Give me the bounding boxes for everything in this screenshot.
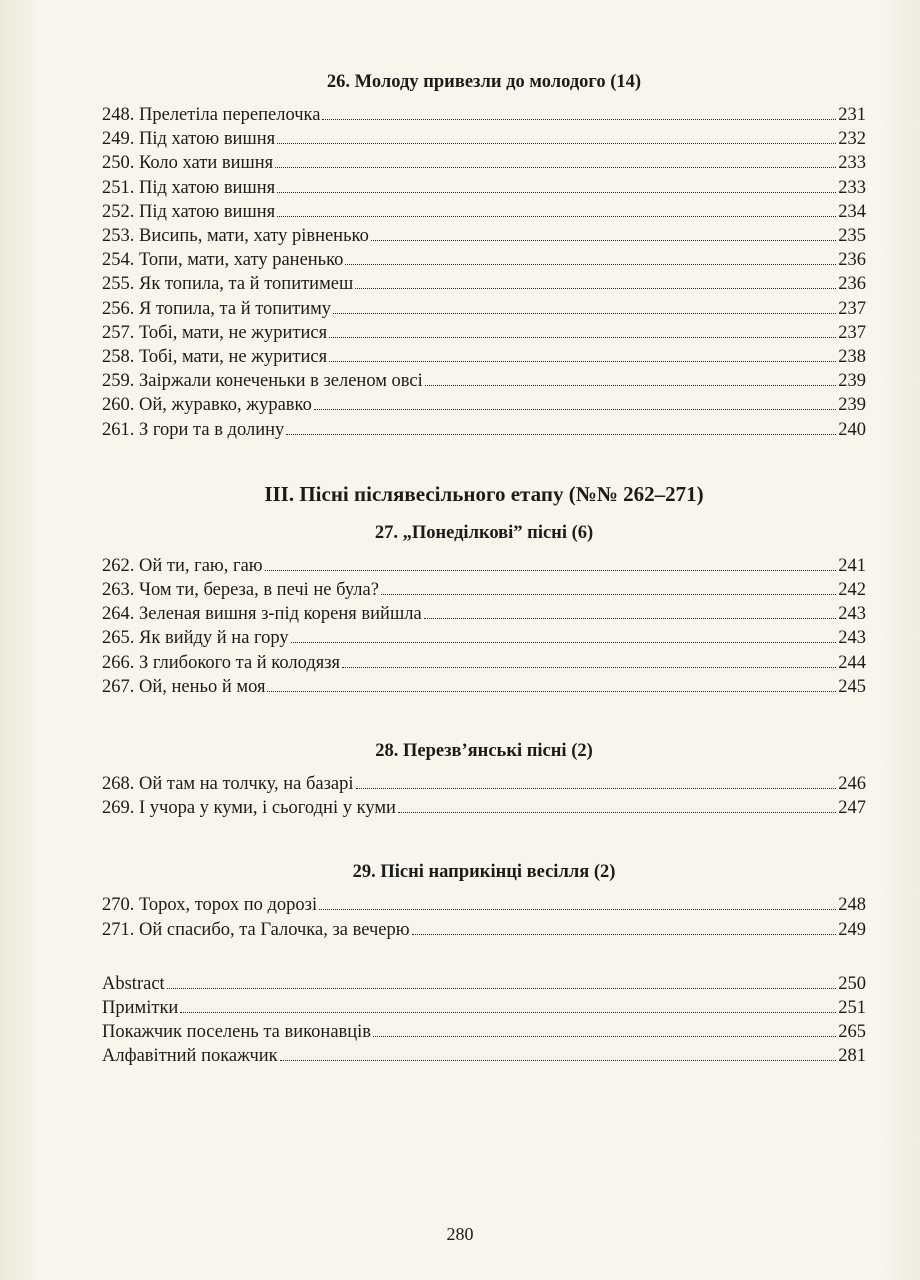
toc-entry-text xyxy=(102,554,263,578)
toc-entry-alphabetical-index xyxy=(102,1044,866,1068)
dot-leader xyxy=(333,313,836,314)
dot-leader xyxy=(329,337,836,338)
toc-entry-page: 236 xyxy=(838,250,866,271)
section-title-26: 26. Молоду привезли до молодого (14) xyxy=(326,72,642,92)
dot-leader xyxy=(314,409,836,410)
page-number: 280 xyxy=(446,1224,474,1244)
toc-entry-abstract xyxy=(102,972,866,996)
toc-entry xyxy=(102,272,866,296)
toc-entry-title: Зеленая вишня з-під кореня вийшла xyxy=(139,604,422,625)
toc-entry-title: Висипь, мати, хату рівненько xyxy=(139,226,369,247)
toc-entry-number: 255. xyxy=(102,274,135,295)
toc-entry-number: 259. xyxy=(102,371,135,392)
toc-entry xyxy=(102,321,866,345)
toc-entry-text xyxy=(102,127,275,151)
toc-entry-text xyxy=(102,393,312,417)
toc-entry-page: 233 xyxy=(838,177,866,198)
toc-entry-page: 238 xyxy=(838,347,866,368)
dot-leader xyxy=(280,1060,837,1061)
toc-entry-title: Як топила, та й топитимеш xyxy=(139,274,354,295)
toc-entry-page: 243 xyxy=(838,604,866,625)
toc-entry-title: Ой спасибо, та Галочка, за вечерю xyxy=(139,919,410,940)
toc-entry xyxy=(102,224,866,248)
toc-entry xyxy=(102,602,866,626)
toc-entry-number: 258. xyxy=(102,347,135,368)
toc-entry-text xyxy=(102,103,320,127)
toc-list-28 xyxy=(102,772,866,820)
toc-entry-number: 253. xyxy=(102,226,135,247)
toc-entry-page: 245 xyxy=(838,676,866,697)
dot-leader xyxy=(277,143,836,144)
toc-list-26 xyxy=(102,103,866,442)
toc-entry-title: Як вийду й на гору xyxy=(139,628,289,649)
toc-entry-number: 271. xyxy=(102,919,135,940)
toc-entry-page: 248 xyxy=(838,895,866,916)
toc-entry-text xyxy=(102,602,422,626)
toc-entry-title: Під хатою вишня xyxy=(139,177,276,198)
dot-leader xyxy=(167,988,837,989)
spacer xyxy=(102,699,866,739)
toc-entry-number: 270. xyxy=(102,895,135,916)
dot-leader xyxy=(398,812,836,813)
toc-entry-page: 242 xyxy=(838,580,866,601)
toc-entry-number: 261. xyxy=(102,419,135,440)
dot-leader xyxy=(275,167,836,168)
toc-entry-title: З гори та в долину xyxy=(139,419,285,440)
toc-entry xyxy=(102,651,866,675)
toc-entry-text xyxy=(102,151,273,175)
toc-entry-notes xyxy=(102,996,866,1020)
toc-entry-title: Тобі, мати, не журитися xyxy=(139,347,328,368)
dot-leader xyxy=(277,192,836,193)
dot-leader xyxy=(373,1036,836,1037)
toc-entry-title: Коло хати вишня xyxy=(139,153,274,174)
toc-entry-page: 233 xyxy=(838,153,866,174)
toc-entry-text xyxy=(102,626,289,650)
toc-entry xyxy=(102,369,866,393)
toc-entry xyxy=(102,918,866,942)
dot-leader xyxy=(329,361,836,362)
toc-list-29 xyxy=(102,893,866,941)
toc-entry-number: 248. xyxy=(102,105,135,125)
toc-entry xyxy=(102,200,866,224)
toc-entry-text xyxy=(102,772,354,796)
toc-entry-page: 243 xyxy=(838,628,866,649)
toc-entry-title: Покажчик поселень та виконавців xyxy=(102,1022,372,1043)
toc-entry xyxy=(102,796,866,820)
toc-entry xyxy=(102,103,866,127)
dot-leader xyxy=(356,788,837,789)
table-of-contents xyxy=(102,70,866,1069)
toc-list-back-matter xyxy=(102,972,866,1069)
dot-leader xyxy=(286,434,836,435)
toc-entry-settlements-index xyxy=(102,1020,866,1044)
toc-entry-number: 250. xyxy=(102,153,135,174)
dot-leader xyxy=(277,216,836,217)
toc-entry-page: 232 xyxy=(838,129,866,150)
toc-entry-number: 260. xyxy=(102,395,135,416)
toc-entry xyxy=(102,772,866,796)
toc-entry-title: І учора у куми, і сьогодні у куми xyxy=(139,798,396,819)
toc-entry xyxy=(102,393,866,417)
toc-entry xyxy=(102,893,866,917)
toc-entry-title: Ой там на толчку, на базарі xyxy=(139,774,354,795)
section-title-28: 28. Перезв’янські пісні (2) xyxy=(375,741,593,762)
dot-leader xyxy=(267,691,836,692)
toc-entry-text xyxy=(102,345,327,369)
toc-entry-text xyxy=(102,918,410,942)
toc-entry-title: Тобі, мати, не журитися xyxy=(139,322,328,343)
toc-entry xyxy=(102,297,866,321)
toc-entry-page: 246 xyxy=(838,774,866,795)
toc-entry-page: 265 xyxy=(838,1022,866,1043)
toc-list-27 xyxy=(102,554,866,699)
dot-leader xyxy=(180,1012,836,1013)
toc-entry-text xyxy=(102,176,275,200)
toc-entry-number: 254. xyxy=(102,250,135,271)
toc-entry-number: 257. xyxy=(102,322,135,343)
toc-entry xyxy=(102,418,866,442)
toc-entry xyxy=(102,554,866,578)
dot-leader xyxy=(291,642,837,643)
spacer xyxy=(102,942,866,972)
toc-entry-page: 239 xyxy=(838,395,866,416)
toc-entry-title: Заіржали конеченьки в зеленом овсі xyxy=(139,371,423,392)
toc-entry-text xyxy=(102,675,265,699)
dot-leader xyxy=(265,570,837,571)
toc-entry xyxy=(102,675,866,699)
toc-entry-title: З глибокого та й колодязя xyxy=(139,652,341,673)
dot-leader xyxy=(342,667,836,668)
toc-entry-title: Примітки xyxy=(102,998,179,1019)
toc-entry-number: 263. xyxy=(102,580,135,601)
toc-entry-number: 267. xyxy=(102,676,135,697)
toc-entry-number: 269. xyxy=(102,798,135,819)
toc-entry xyxy=(102,345,866,369)
toc-entry-title: Під хатою вишня xyxy=(139,129,276,150)
toc-entry-page: 236 xyxy=(838,274,866,295)
toc-entry-page: 231 xyxy=(838,105,866,125)
toc-entry-text xyxy=(102,893,317,917)
toc-entry xyxy=(102,578,866,602)
toc-entry-title: Ой ти, гаю, гаю xyxy=(139,555,263,576)
toc-entry-title: Abstract xyxy=(102,973,165,994)
toc-entry xyxy=(102,626,866,650)
toc-entry-page: 237 xyxy=(838,322,866,343)
toc-entry-title: Чом ти, береза, в печі не була? xyxy=(139,580,379,601)
toc-entry-number: 268. xyxy=(102,774,135,795)
toc-entry-number: 262. xyxy=(102,555,135,576)
toc-entry xyxy=(102,176,866,200)
toc-entry-title: Прелетіла перепелочка xyxy=(139,105,321,125)
dot-leader xyxy=(381,594,836,595)
toc-entry-number: 251. xyxy=(102,177,135,198)
toc-entry-text xyxy=(102,224,369,248)
toc-entry-page: 234 xyxy=(838,201,866,222)
section-title-29: 29. Пісні наприкінці весілля (2) xyxy=(352,862,616,883)
dot-leader xyxy=(371,240,836,241)
toc-entry-text xyxy=(102,272,353,296)
toc-entry-text xyxy=(102,369,423,393)
spacer xyxy=(102,442,866,480)
part-title: ІІІ. Пісні післявесільного етапу (№№ 262–271) xyxy=(264,481,704,506)
toc-entry-page: 250 xyxy=(838,973,866,994)
toc-entry-page: 247 xyxy=(838,798,866,819)
toc-entry-page: 239 xyxy=(838,371,866,392)
toc-entry xyxy=(102,151,866,175)
dot-leader xyxy=(425,385,836,386)
toc-entry-number: 265. xyxy=(102,628,135,649)
dot-leader xyxy=(319,909,836,910)
toc-entry-title: Я топила, та й топитиму xyxy=(139,298,332,319)
toc-entry-title: Ой, журавко, журавко xyxy=(139,395,312,416)
dot-leader xyxy=(322,119,836,120)
toc-entry-text xyxy=(102,578,379,602)
toc-entry-text xyxy=(102,651,340,675)
spacer xyxy=(102,820,866,860)
toc-entry-number: 256. xyxy=(102,298,135,319)
toc-entry-page: 281 xyxy=(838,1046,866,1067)
toc-entry-title: Ой, неньо й моя xyxy=(139,676,266,697)
toc-entry xyxy=(102,127,866,151)
toc-entry-text xyxy=(102,321,327,345)
toc-entry-number: 252. xyxy=(102,201,135,222)
dot-leader xyxy=(412,934,837,935)
dot-leader xyxy=(355,288,836,289)
toc-entry-text xyxy=(102,418,284,442)
dot-leader xyxy=(424,618,837,619)
toc-entry-title: Під хатою вишня xyxy=(139,201,276,222)
toc-entry-page: 235 xyxy=(838,226,866,247)
toc-entry-number: 266. xyxy=(102,652,135,673)
toc-entry-title: Топи, мати, хату раненько xyxy=(139,250,344,271)
toc-entry-number: 249. xyxy=(102,129,135,150)
toc-entry-text xyxy=(102,248,343,272)
toc-entry-page: 240 xyxy=(838,419,866,440)
toc-entry-page: 244 xyxy=(838,652,866,673)
toc-entry-text xyxy=(102,297,331,321)
toc-entry-page: 241 xyxy=(838,555,866,576)
toc-entry-number: 264. xyxy=(102,604,135,625)
dot-leader xyxy=(345,264,836,265)
section-title-27: 27. „Понеділкові” пісні (6) xyxy=(374,522,594,543)
toc-entry-text xyxy=(102,200,275,224)
toc-entry-text xyxy=(102,796,396,820)
toc-entry-page: 249 xyxy=(838,919,866,940)
toc-entry xyxy=(102,248,866,272)
toc-entry-page: 237 xyxy=(838,298,866,319)
toc-entry-title: Алфавітний покажчик xyxy=(102,1046,278,1067)
toc-entry-page: 251 xyxy=(838,998,866,1019)
toc-entry-title: Торох, торох по дорозі xyxy=(139,895,318,916)
